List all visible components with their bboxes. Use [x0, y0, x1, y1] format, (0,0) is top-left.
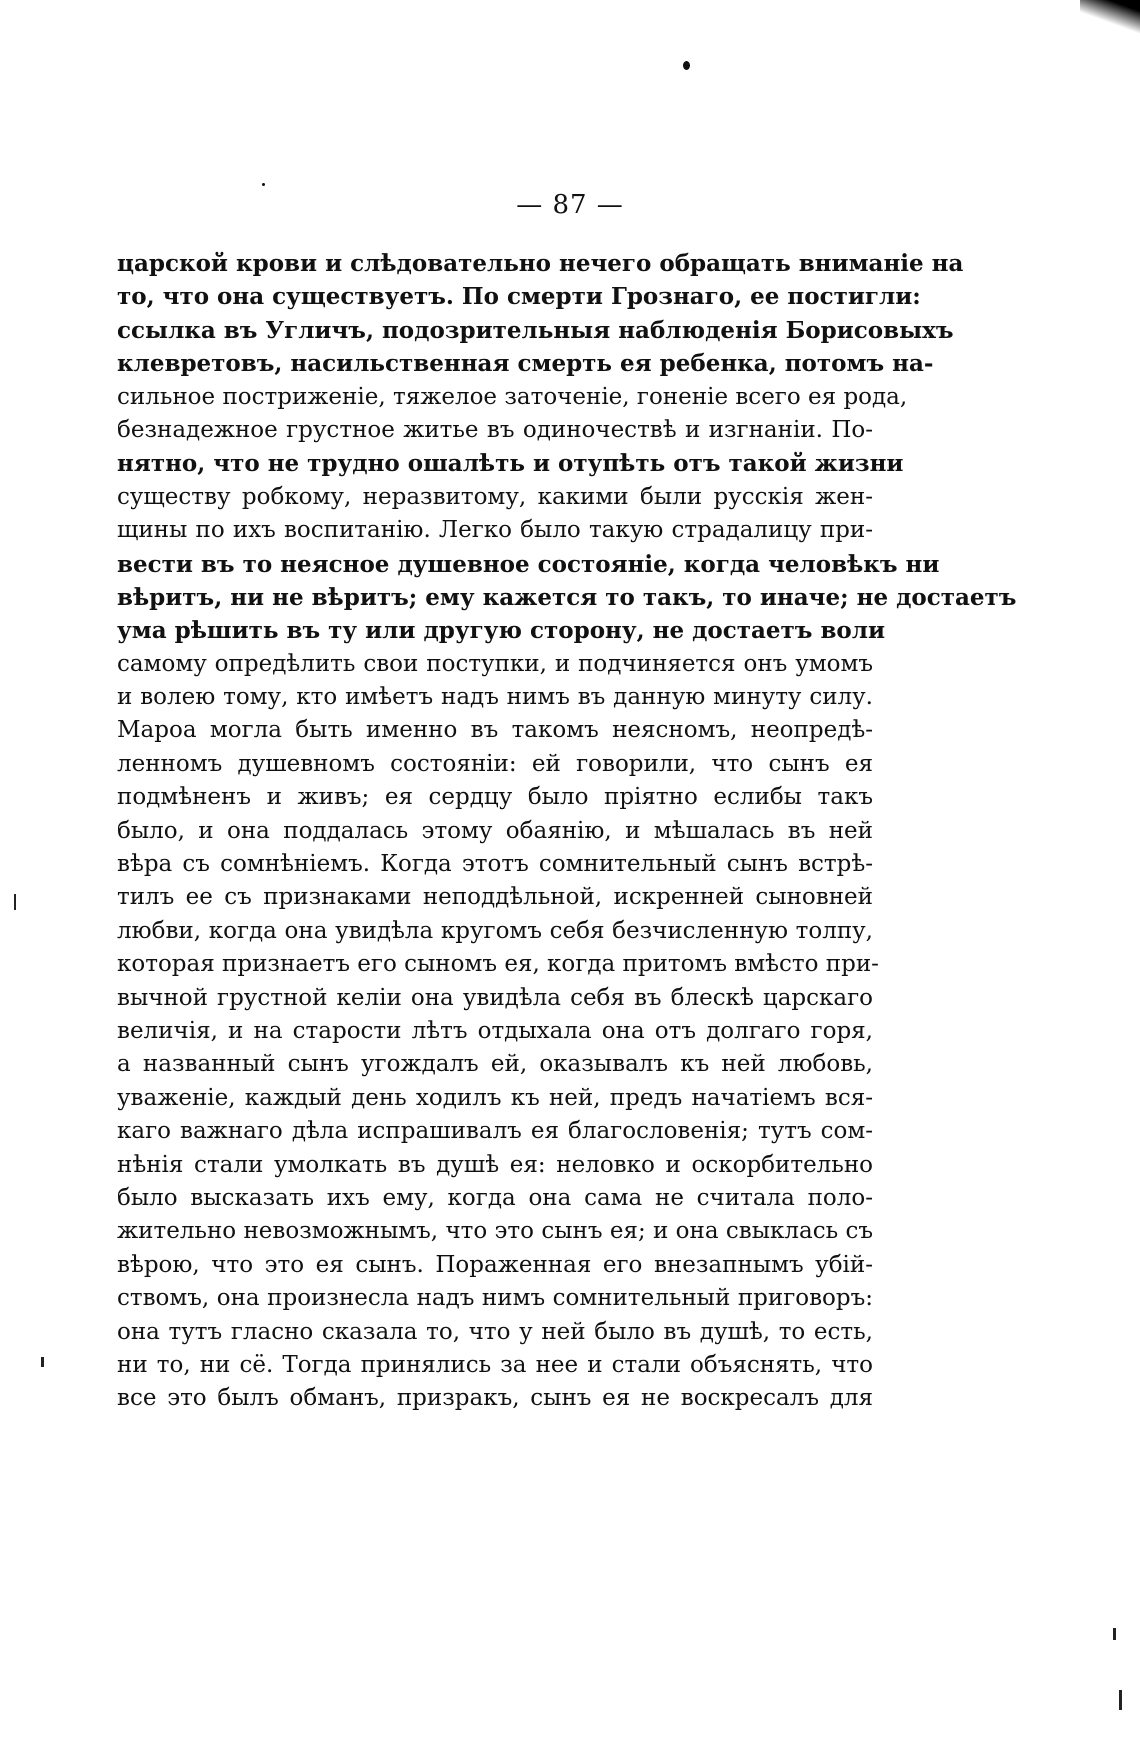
- text-line: ссылка въ Угличъ, подозрительныя наблюденія Борисовыхъ: [117, 316, 954, 344]
- margin-mark: [41, 1357, 44, 1367]
- text-line: ленномъ душевномъ состояніи: ей говорили, что сынъ ея: [117, 750, 873, 777]
- text-line: уваженіе, каждый день ходилъ къ ней, предъ начатіемъ вся-: [117, 1084, 873, 1111]
- text-line: вѣра съ сомнѣніемъ. Когда этотъ сомнительный сынъ встрѣ-: [117, 851, 873, 878]
- text-line: ума рѣшить въ ту или другую сторону, не достаетъ воли: [117, 617, 886, 645]
- text-line: то, что она существуетъ. По смерти Грознаго, ее постигли:: [117, 283, 921, 311]
- text-line: ствомъ, она произнесла надъ нимъ сомнительный приговоръ:: [117, 1285, 873, 1312]
- body-text: [117, 247, 1017, 1416]
- text-line: клевретовъ, насильственная смерть ея ребенка, потомъ на-: [117, 350, 934, 378]
- ink-speck: [683, 61, 690, 70]
- text-line: вѣрою, что это ея сынъ. Пораженная его внезапнымъ убій-: [117, 1251, 873, 1278]
- text-line: самому опредѣлить свои поступки, и подчиняется онъ умомъ: [117, 650, 873, 677]
- text-line: любви, когда она увидѣла кругомъ себя безчисленную толпу,: [117, 917, 873, 944]
- text-line: нятно, что не трудно ошалѣть и отупѣть отъ такой жизни: [117, 450, 904, 478]
- text-line: Мароа могла быть именно въ такомъ неясномъ, неопредѣ-: [117, 717, 873, 744]
- text-line: величія, и на старости лѣтъ отдыхала она отъ долгаго горя,: [117, 1017, 873, 1044]
- margin-mark: [1113, 1628, 1116, 1640]
- text-line: было, и она поддалась этому обаянію, и мѣшалась въ ней: [117, 817, 873, 844]
- text-line: щины по ихъ воспитанію. Легко было такую страдалицу при-: [117, 517, 873, 544]
- text-line: каго важнаго дѣла испрашивалъ ея благословенія; тутъ сом-: [117, 1118, 873, 1145]
- text-line: ни то, ни сё. Тогда принялись за нее и стали объяснять, что: [117, 1351, 873, 1378]
- text-line: она тутъ гласно сказала то, что у ней было въ душѣ, то есть,: [117, 1318, 873, 1345]
- text-line: тилъ ее съ признаками неподдѣльной, искренней сыновней: [117, 884, 873, 911]
- text-line: которая признаетъ его сыномъ ея, когда притомъ вмѣсто при-: [117, 951, 879, 978]
- text-line: нѣнія стали умолкать въ душѣ ея: неловко и оскорбительно: [117, 1151, 873, 1178]
- page-number: — 87 —: [516, 190, 624, 220]
- text-line: вычной грустной келіи она увидѣла себя въ блескѣ царскаго: [117, 984, 873, 1011]
- text-line: было высказать ихъ ему, когда она сама не считала поло-: [117, 1184, 873, 1211]
- text-line: подмѣненъ и живъ; ея сердцу было пріятно еслибы такъ: [117, 784, 873, 811]
- text-line: жительно невозможнымъ, что это сынъ ея; и она свыклась съ: [117, 1218, 873, 1245]
- text-line: царской крови и слѣдовательно нечего обращать вниманіе на: [117, 250, 964, 277]
- text-line: все это былъ обманъ, призракъ, сынъ ея не воскресалъ для: [117, 1385, 873, 1412]
- scan-corner-shadow: [1080, 0, 1140, 40]
- text-line: и волею тому, кто имѣетъ надъ нимъ въ данную минуту силу.: [117, 684, 873, 711]
- text-line: сильное постриженіе, тяжелое заточеніе, гоненіе всего ея рода,: [117, 383, 908, 410]
- text-line: существу робкому, неразвитому, какими были русскія жен-: [117, 483, 873, 510]
- margin-mark: [1119, 1690, 1122, 1710]
- text-line: безнадежное грустное житье въ одиночествѣ и изгнаніи. По-: [117, 416, 873, 443]
- margin-mark: [14, 894, 16, 910]
- text-line: вѣритъ, ни не вѣритъ; ему кажется то такъ, то иначе; не достаетъ: [117, 583, 1017, 611]
- ink-speck: [262, 183, 265, 186]
- text-line: вести въ то неясное душевное состояніе, когда человѣкъ ни: [117, 550, 940, 578]
- text-line: а названный сынъ угождалъ ей, оказывалъ къ ней любовь,: [117, 1051, 873, 1078]
